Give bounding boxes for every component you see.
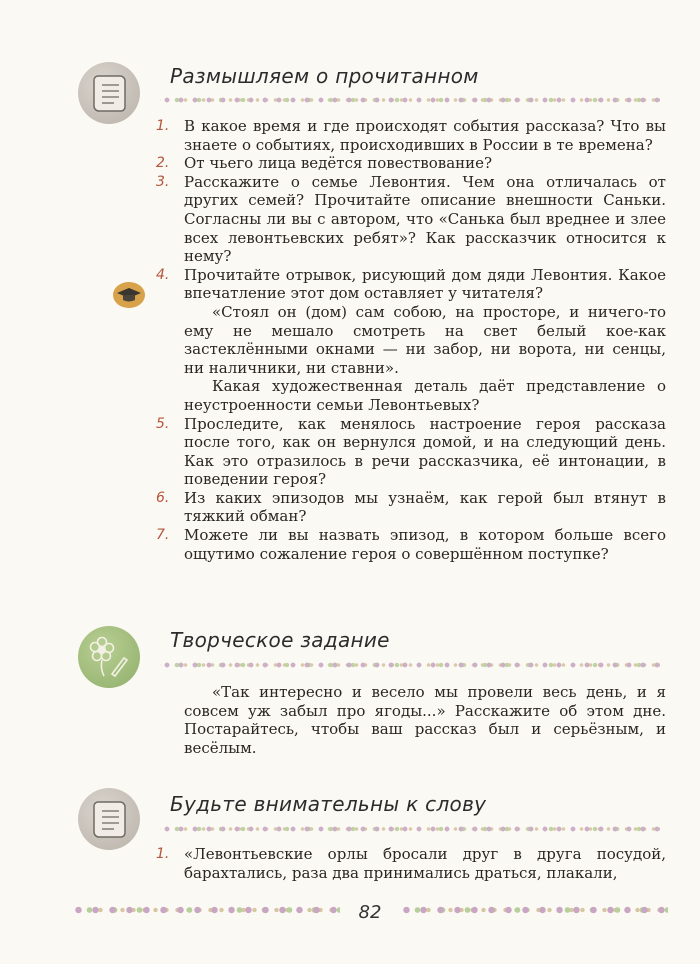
question-followup: Какая художественная деталь даёт представление о неустроенности семьи Левонтьевых? <box>184 377 666 414</box>
list-item <box>156 526 666 563</box>
question-list <box>156 117 666 563</box>
list-item <box>156 266 666 415</box>
quote-text: «Стоял он (дом) сам собою, на просторе, и ничего-то ему не мешало смотреть на свет белый кое-как застеклёнными окнами — ни забор, ни ворота, ни сенцы, ни наличники, ни ставни». <box>184 302 666 377</box>
list-item <box>156 154 666 173</box>
question-text: Прочитайте отрывок, рисующий дом дяди Левонтия. Какое впечатление этот дом оставляет у читателя? <box>184 265 666 303</box>
question-number: 1. <box>156 846 170 862</box>
section-title-word: Будьте внимательны к слову <box>170 792 487 816</box>
dotted-divider <box>160 95 660 105</box>
question-number: 4. <box>156 266 170 283</box>
list-item <box>156 117 666 154</box>
question-text: Расскажите о семье Левонтия. Чем она отличалась от других семей? Прочитайте описание внешности Саньки. Согласны ли вы с автором, что «Санька был вреднее и злее всех левонтьевских ребят»? Как рассказчик относится к нему? <box>184 172 666 266</box>
question-number: 2. <box>156 155 170 172</box>
question-text: Проследите, как менялось настроение героя рассказа после того, как он вернулся домой, и на следующий день. Как это отразилось в речи рассказчика, её интонации, в поведении героя? <box>184 414 666 489</box>
footer-dots-right <box>398 903 668 917</box>
question-text: «Левонтьевские орлы бросали друг в друга посудой, барахтались, раза два принимались драться, плакали, <box>184 845 666 882</box>
question-text: Из каких эпизодов мы узнаём, как герой был втянут в тяжкий обман? <box>184 488 666 526</box>
list-item <box>156 415 666 489</box>
scroll-icon <box>78 788 140 850</box>
list-item <box>156 173 666 266</box>
section-title-creative: Творческое задание <box>170 628 390 652</box>
question-text: От чьего лица ведётся повествование? <box>184 154 493 173</box>
dotted-divider <box>160 824 660 834</box>
footer-dots-left <box>70 903 340 917</box>
question-number: 6. <box>156 489 170 506</box>
list-item <box>156 845 666 882</box>
question-number: 5. <box>156 415 170 432</box>
page-number: 82 <box>358 902 382 923</box>
question-number: 3. <box>156 173 170 190</box>
scroll-icon <box>78 62 140 124</box>
question-number: 1. <box>156 118 170 134</box>
creative-task-text: «Так интересно и весело мы провели весь день, и я совсем уж забыл про ягоды...» Расскажите об этом дне. Постарайтесь, чтобы ваш рассказ был и серьёзным, и весёлым. <box>184 683 666 757</box>
word-list <box>156 845 666 882</box>
dotted-divider <box>160 660 660 670</box>
graduation-cap-icon <box>113 282 145 308</box>
list-item <box>156 489 666 526</box>
section-title-reflect: Размышляем о прочитанном <box>170 64 479 88</box>
question-number: 7. <box>156 527 170 544</box>
question-text: В какое время и где происходят события рассказа? Что вы знаете о событиях, происходивших в России в те времена? <box>184 117 666 154</box>
flower-pencil-icon <box>78 626 140 688</box>
question-text: Можете ли вы назвать эпизод, в котором больше всего ощутимо сожаление героя о совершённом поступке? <box>184 526 666 563</box>
